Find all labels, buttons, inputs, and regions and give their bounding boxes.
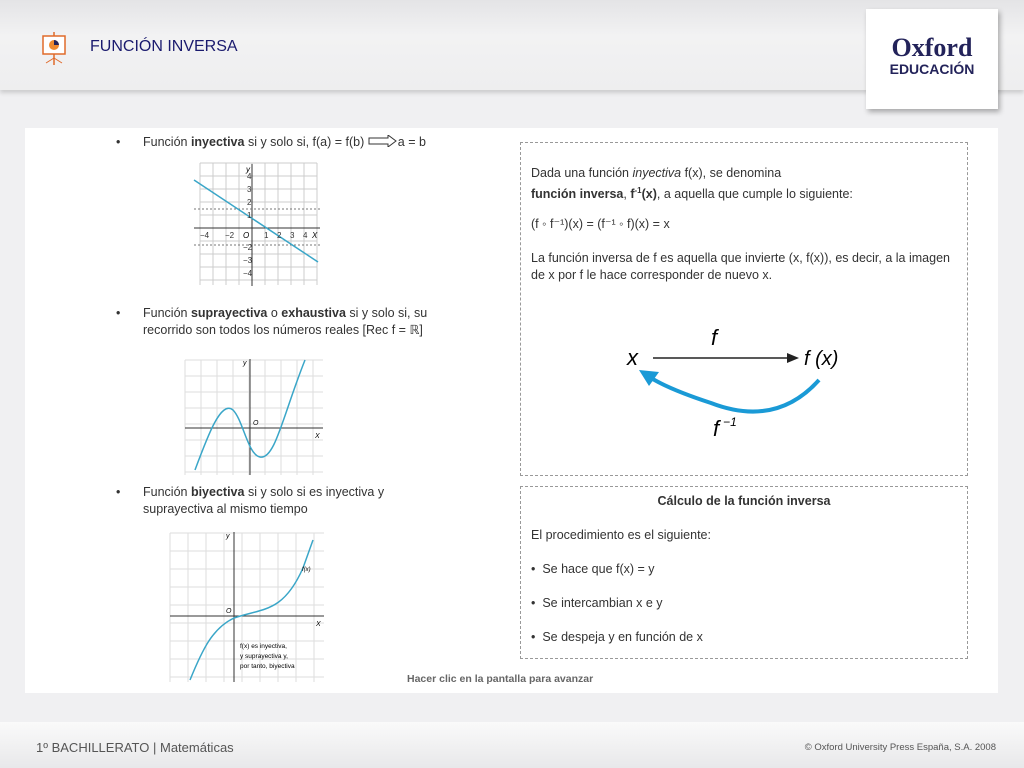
- y-axis-label: y: [226, 533, 230, 540]
- x-tick: 4: [303, 231, 308, 240]
- advance-hint[interactable]: Hacer clic en la pantalla para avanzar: [407, 673, 594, 685]
- origin-label: O: [226, 608, 232, 615]
- bullet: •: [116, 485, 121, 499]
- bullet: •: [116, 135, 121, 149]
- curved-arrow: [651, 378, 819, 412]
- calc-title: Cálculo de la función inversa: [657, 494, 831, 508]
- definition-box: [520, 142, 968, 476]
- x-tick: −2: [225, 231, 235, 240]
- origin-label: O: [243, 231, 250, 240]
- graph-note: f(x) es inyectiva,: [240, 643, 287, 650]
- arrow-left-icon: [639, 370, 659, 386]
- surjective-graph: [183, 355, 328, 477]
- page-title: FUNCIÓN INVERSA: [90, 38, 238, 55]
- x-tick: 1: [264, 231, 269, 240]
- diagram-x: x: [627, 345, 638, 370]
- inverse-formula: (f ◦ f⁻¹)(x) = (f⁻¹ ◦ f)(x) = x: [531, 217, 670, 231]
- presentation-board-icon: [40, 32, 68, 66]
- definition-paragraph: La función inversa de f es aquella que invierte (x, f(x)), es decir, a la imagen de x por f le hace corresponder de nuevo x.: [531, 251, 950, 282]
- calc-intro: El procedimiento es el siguiente:: [531, 528, 711, 542]
- logo-line-2: EDUCACIÓN: [889, 61, 975, 77]
- injective-graph: [192, 160, 322, 290]
- item-injective: Función inyectiva si y solo si, f(a) = f(b) a = b: [143, 135, 426, 149]
- x-tick: 3: [290, 231, 295, 240]
- calc-step: • Se despeja y en función de x: [531, 630, 703, 644]
- x-axis-label: X: [312, 231, 318, 240]
- footer: [0, 722, 1024, 768]
- y-tick: 3: [247, 185, 252, 194]
- x-axis-label: X: [315, 433, 320, 440]
- item-bijective: Función biyectiva si y solo si es inyectiva y suprayectiva al mismo tiempo: [143, 485, 385, 516]
- definition-text: Dada una función inyectiva f(x), se denomina función inversa, $f^{-1}(x)$, a aquella que cumple lo siguiente:: [531, 166, 853, 202]
- x-tick: −4: [200, 231, 210, 240]
- y-tick: 2: [247, 198, 252, 207]
- diagram-f: f: [711, 325, 718, 350]
- diagram-finv: f $^{-1}$: [713, 415, 737, 441]
- y-tick: −2: [243, 243, 253, 252]
- y-axis-label: y: [246, 165, 250, 174]
- arrow-right-icon: [787, 353, 799, 363]
- y-axis-label: y: [243, 360, 247, 367]
- inverse-diagram: [611, 318, 861, 443]
- logo-line-1: Oxford: [891, 33, 973, 62]
- origin-label: O: [253, 420, 259, 427]
- implies-arrow-icon: [368, 135, 398, 147]
- bullet: •: [116, 306, 121, 320]
- calculation-box: [520, 486, 968, 659]
- curve-label: f(x): [302, 567, 311, 573]
- y-tick: −4: [243, 269, 253, 278]
- x-tick: 2: [277, 231, 282, 240]
- x-axis-label: X: [316, 621, 321, 628]
- course-label: 1º BACHILLERATO | Matemáticas: [36, 740, 234, 755]
- header: [0, 0, 1024, 90]
- calc-step: • Se intercambian x e y: [531, 596, 663, 610]
- copyright: © Oxford University Press España, S.A. 2008: [804, 742, 996, 753]
- y-tick: −3: [243, 256, 253, 265]
- diagram-fx: f (x): [804, 348, 839, 370]
- y-tick: 1: [247, 211, 252, 220]
- calc-step: • Se hace que f(x) = y: [531, 562, 655, 576]
- item-surjective: Función suprayectiva o exhaustiva si y solo si, su recorrido son todos los números reales [Rec f = ℝ]: [143, 306, 428, 337]
- y-tick: 4: [247, 172, 252, 181]
- oxford-logo: [866, 9, 998, 109]
- bijective-graph: [168, 528, 328, 684]
- graph-note: y suprayectiva y,: [240, 653, 288, 660]
- graph-note: por tanto, biyectiva: [240, 663, 295, 670]
